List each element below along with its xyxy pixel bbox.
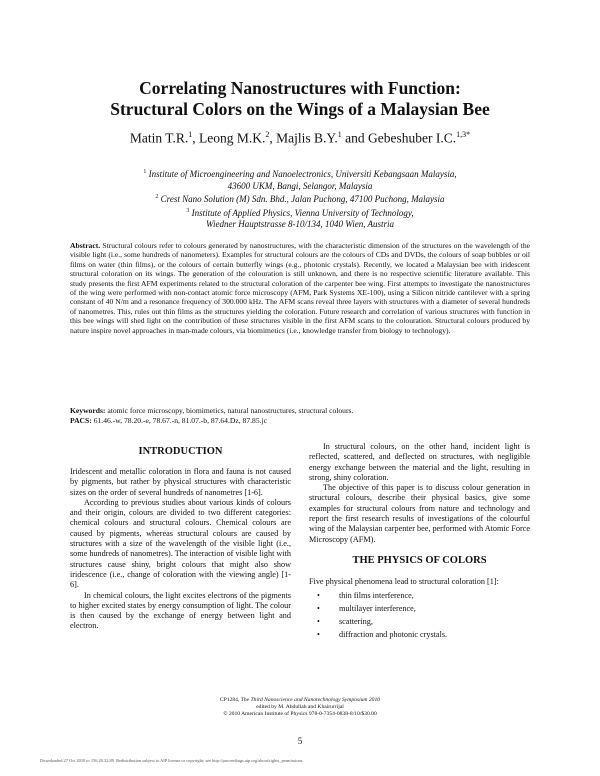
affiliation-text: Institute of Applied Physics, Vienna University of Technology, — [191, 207, 414, 218]
pacs — [70, 416, 530, 425]
bullet-icon: • — [317, 630, 320, 640]
affiliation-text: 43600 UKM, Bangi, Selangor, Malaysia — [227, 180, 373, 191]
affiliation-mark: 3 — [186, 207, 190, 214]
abstract-text: Structural colours refer to colours generated by nanostructures, with the characteristic dimension of the structures on the wavelength of the visible light (i.e., some hundreds of nanometers). Examples for structural colours are the colours of CDs and DVDs, the colours of soap bubbles or oil films on water (thin films), or the colours of certain butterfly wings (e.g., photonic crystals). Recently, we located a Malaysian bee with iridescent structural coloration on its wings. The generation of the colouration is still unknown, and there is no respective scientific literature available. This study presents the first AFM experiments related to the structural coloration of the carpenter bee wing. First attempts to investigate the nanostructures of the wing were performed with non-contact atomic force microscopy (AFM, Park Systems XE-100), using a Silicon nitride cantilever with a spring constant of 40 N/m and a resonance frequency of 300.000 kHz. The AFM scans reveal three layers with structures with a diameter of several hundreds of nanometres. This, rules out thin films as the structures yielding the coloration. Future research and correlation of various structures with function in this bee wings will shed light on the contribution of these structures visible in the first AFM scans to the colouration. Structural colours produced by nature inspire novel approaches in man-made colours, via biomimetics (i.e., knowledge transfer from biology to technology). — [70, 241, 530, 335]
author-affil-mark: 1,3* — [456, 130, 471, 139]
paper-title — [40, 78, 560, 120]
footer-line — [100, 697, 500, 704]
footer-proceedings-title: The Third Nanoscience and Nanotechnology Symposium 2010 — [240, 697, 381, 703]
abstract-label: Abstract. — [70, 241, 101, 250]
list-item — [309, 615, 530, 628]
affiliation-text: Institute of Microengineering and Nanoelectronics, Universiti Kebangsaan Malaysia, — [148, 169, 457, 179]
paragraph: The objective of this paper is to discuss colour generation in structural colours, describe their physical basics, give some examples for structural colours from nature and technology and report the first research results of investigations of the colourful wing of the Malaysian carpenter bee, performed with Atomic Force Microscopy (AFM). — [309, 483, 530, 544]
author-affil-mark: 1 — [188, 130, 193, 139]
footer-text: CP1284, — [219, 697, 241, 703]
page-number: 5 — [297, 736, 303, 746]
affiliation-mark: 1 — [143, 169, 147, 175]
bullet-icon: • — [317, 591, 320, 601]
left-column — [70, 467, 291, 632]
pacs-text: 61.46.-w, 78.20.-e, 78.67.-n, 81.07.-b, 87.64.Dz, 87.85.jc — [93, 416, 267, 425]
author-name: , Majlis B.Y. — [269, 130, 338, 146]
affiliation-3 — [60, 206, 540, 220]
author-affil-mark: 2 — [265, 130, 270, 139]
title-line-1: Correlating Nanostructures with Function: — [139, 78, 461, 98]
paragraph: Five physical phenomena lead to structural coloration [1]: — [309, 577, 499, 586]
paragraph: According to previous studies about various kinds of colours and their origin, colours are divided to two different categories: chemical colours and structural colours. Chemical colours are caused by pigments, whereas structural colours are caused by structures with a size of the wavelength of the visible light (i.e., some hundreds of nanometres). The interaction of visible light with structures cause shiny, bright colours that might also show iridescence (i.e., change of coloration with the viewing angle) [1-6]. — [70, 497, 291, 590]
affiliation-text: Crest Nano Solution (M) Sdn. Bhd., Jalan Puchong, 47100 Puchong, Malaysia — [160, 194, 445, 204]
abstract — [70, 241, 530, 335]
list-item-text: scattering, — [339, 617, 373, 627]
affiliation-1 — [60, 167, 540, 181]
pacs-label: PACS: — [70, 416, 92, 425]
bullet-icon: • — [317, 617, 320, 627]
footer-line: edited by M. Abdullah and Khairurrijal — [256, 704, 344, 710]
affiliations — [60, 167, 540, 231]
list-item — [309, 589, 530, 602]
title-line-2: Structural Colors on the Wings of a Malaysian Bee — [110, 99, 490, 119]
author-name: Matin T.R. — [129, 130, 189, 146]
keywords-label: Keywords: — [70, 406, 106, 415]
author-affil-mark: 1 — [337, 130, 342, 139]
section-heading-introduction: INTRODUCTION — [138, 446, 223, 457]
list-item-text: thin films interference, — [339, 591, 414, 601]
list-item-text: multilayer interference, — [339, 604, 416, 614]
bullet-icon: • — [317, 604, 320, 614]
section-heading-physics-of-colors: THE PHYSICS OF COLORS — [352, 555, 487, 566]
affiliation-2 — [60, 192, 540, 206]
phenomena-list — [309, 589, 530, 641]
list-item — [309, 628, 530, 641]
keywords — [70, 406, 530, 415]
footer-line: © 2010 American Institute of Physics 978-0-7354-0838-8/10/$30.00 — [223, 711, 377, 717]
paragraph: In structural colours, on the other hand, incident light is reflected, scattered, and deflected on structures, with negligible energy exchange between the material and the light, resulting in strong, shiny coloration. — [309, 442, 530, 482]
author-list — [40, 130, 560, 147]
author-name: , Leong M.K. — [192, 130, 266, 146]
affiliation-mark: 2 — [155, 194, 159, 200]
right-column-bottom — [309, 577, 530, 641]
publication-footer — [100, 697, 500, 718]
right-column-top — [309, 442, 530, 545]
affiliation-text: Wiedner Hauptstrasse 8-10/134, 1040 Wien, Austria — [205, 219, 395, 229]
keywords-text: atomic force microscopy, biomimetics, natural nanostructures, structural colours. — [107, 406, 354, 415]
list-item-text: diffraction and photonic crystals. — [339, 630, 448, 640]
author-name: and Gebeshuber I.C. — [341, 130, 457, 146]
paragraph: Iridescent and metallic coloration in flora and fauna is not caused by pigments, but rather by physical structures with characteristic sizes on the order of several hundreds of nanometres [1-6]. — [70, 467, 291, 497]
list-item — [309, 602, 530, 615]
paragraph: In chemical colours, the light excites electrons of the pigments to higher excited states by energy consumption of light. The colour is then caused by the exchange of energy between light and electron. — [70, 590, 291, 631]
download-notice: Downloaded 27 Oct 2010 to 156.20.32.89. Redistribution subject to AIP license or copyright; see http://proceedings.aip.org/about/rights_permissions — [40, 758, 303, 763]
